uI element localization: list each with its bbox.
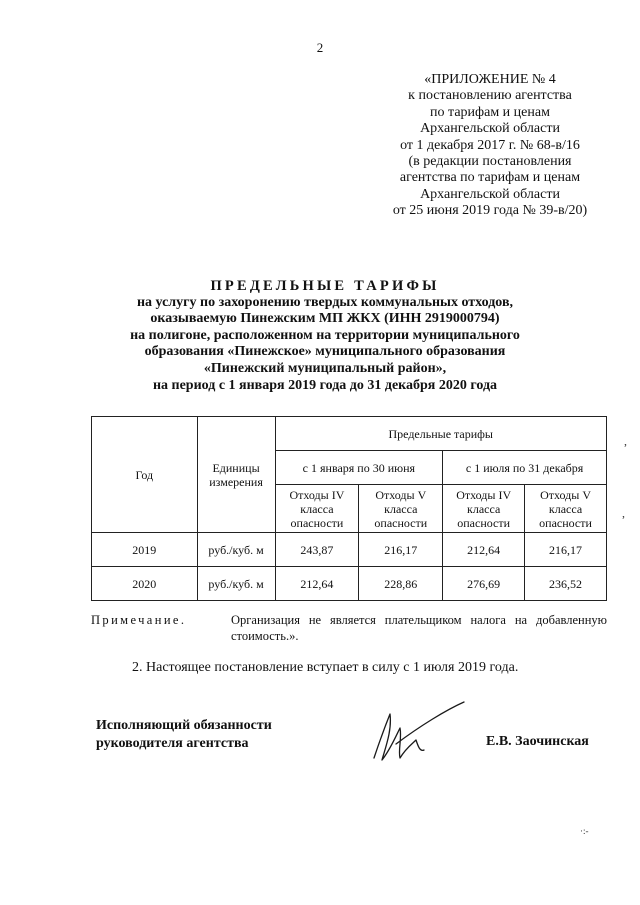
header-waste-class: Отходы V класса опасности — [525, 485, 607, 533]
edge-mark: , — [622, 506, 625, 520]
appendix-line: по тарифам и ценам — [430, 104, 550, 120]
cell-value: 236,52 — [525, 567, 607, 601]
cell-value: 243,87 — [275, 533, 359, 567]
cell-value: 212,64 — [443, 533, 525, 567]
table-row — [92, 533, 607, 567]
header-waste-class: Отходы IV класса опасности — [443, 485, 525, 533]
appendix-line: Архангельской области — [420, 121, 560, 137]
edge-mark: , — [624, 434, 627, 448]
title-line: образования «Пинежское» муниципального образования — [144, 344, 506, 360]
cell-value: 216,17 — [359, 533, 443, 567]
cell-unit: руб./куб. м — [197, 533, 275, 567]
header-max-tariffs: Предельные тарифы — [275, 417, 607, 451]
appendix-line: от 1 декабря 2017 г. № 68-в/16 — [400, 137, 580, 153]
header-waste-class: Отходы V класса опасности — [359, 485, 443, 533]
cell-year: 2019 — [92, 533, 198, 567]
header-period-1: с 1 января по 30 июня — [275, 451, 443, 485]
page-number: 2 — [316, 40, 324, 55]
appendix-line: «ПРИЛОЖЕНИЕ № 4 — [424, 72, 556, 87]
header-year: Год — [92, 417, 198, 533]
signer-title — [96, 717, 272, 753]
signer-title-line: руководителя агентства — [96, 736, 249, 751]
title-line: на услугу по захоронению твердых коммунальных отходов, — [136, 294, 514, 310]
table-row — [92, 567, 607, 601]
header-unit: Единицы измерения — [197, 417, 275, 533]
title-line: на период с 1 января 2019 года до 31 декабря 2020 года — [152, 377, 498, 393]
appendix-line: от 25 июня 2019 года № 39-в/20) — [392, 203, 588, 219]
title-line: «Пинежский муниципальный район», — [203, 360, 447, 376]
note-label: Примечание. — [91, 613, 187, 627]
tariff-table — [91, 416, 607, 601]
cell-value: 212,64 — [275, 567, 359, 601]
cell-unit: руб./куб. м — [197, 567, 275, 601]
appendix-line: Архангельской области — [420, 186, 560, 202]
note-text: Организация не является плательщиком налога на добавленную стоимость.». — [231, 613, 607, 643]
title-heading: ПРЕДЕЛЬНЫЕ ТАРИФЫ — [210, 278, 440, 294]
signer-title-line: Исполняющий обязанности — [96, 718, 272, 733]
cell-value: 216,17 — [525, 533, 607, 567]
cell-value: 276,69 — [443, 567, 525, 601]
appendix-line: к постановлению агентства — [408, 88, 572, 104]
appendix-line: (в редакции постановления — [408, 154, 572, 170]
effective-date-text: 2. Настоящее постановление вступает в силу с 1 июля 2019 года. — [132, 660, 519, 675]
signer-name: Е.В. Заочинская — [486, 734, 589, 749]
title-line: на полигоне, расположенном на территории муниципального — [130, 327, 520, 343]
edge-mark: ·:- — [580, 826, 589, 836]
appendix-line: агентства по тарифам и ценам — [399, 170, 581, 186]
cell-year: 2020 — [92, 567, 198, 601]
cell-value: 228,86 — [359, 567, 443, 601]
header-period-2: с 1 июля по 31 декабря — [443, 451, 607, 485]
document-title — [60, 278, 590, 394]
header-waste-class: Отходы IV класса опасности — [275, 485, 359, 533]
appendix-block — [370, 72, 610, 220]
title-line: оказываемую Пинежским МП ЖКХ (ИНН 2919000794) — [150, 311, 500, 327]
handwritten-signature — [360, 700, 470, 770]
